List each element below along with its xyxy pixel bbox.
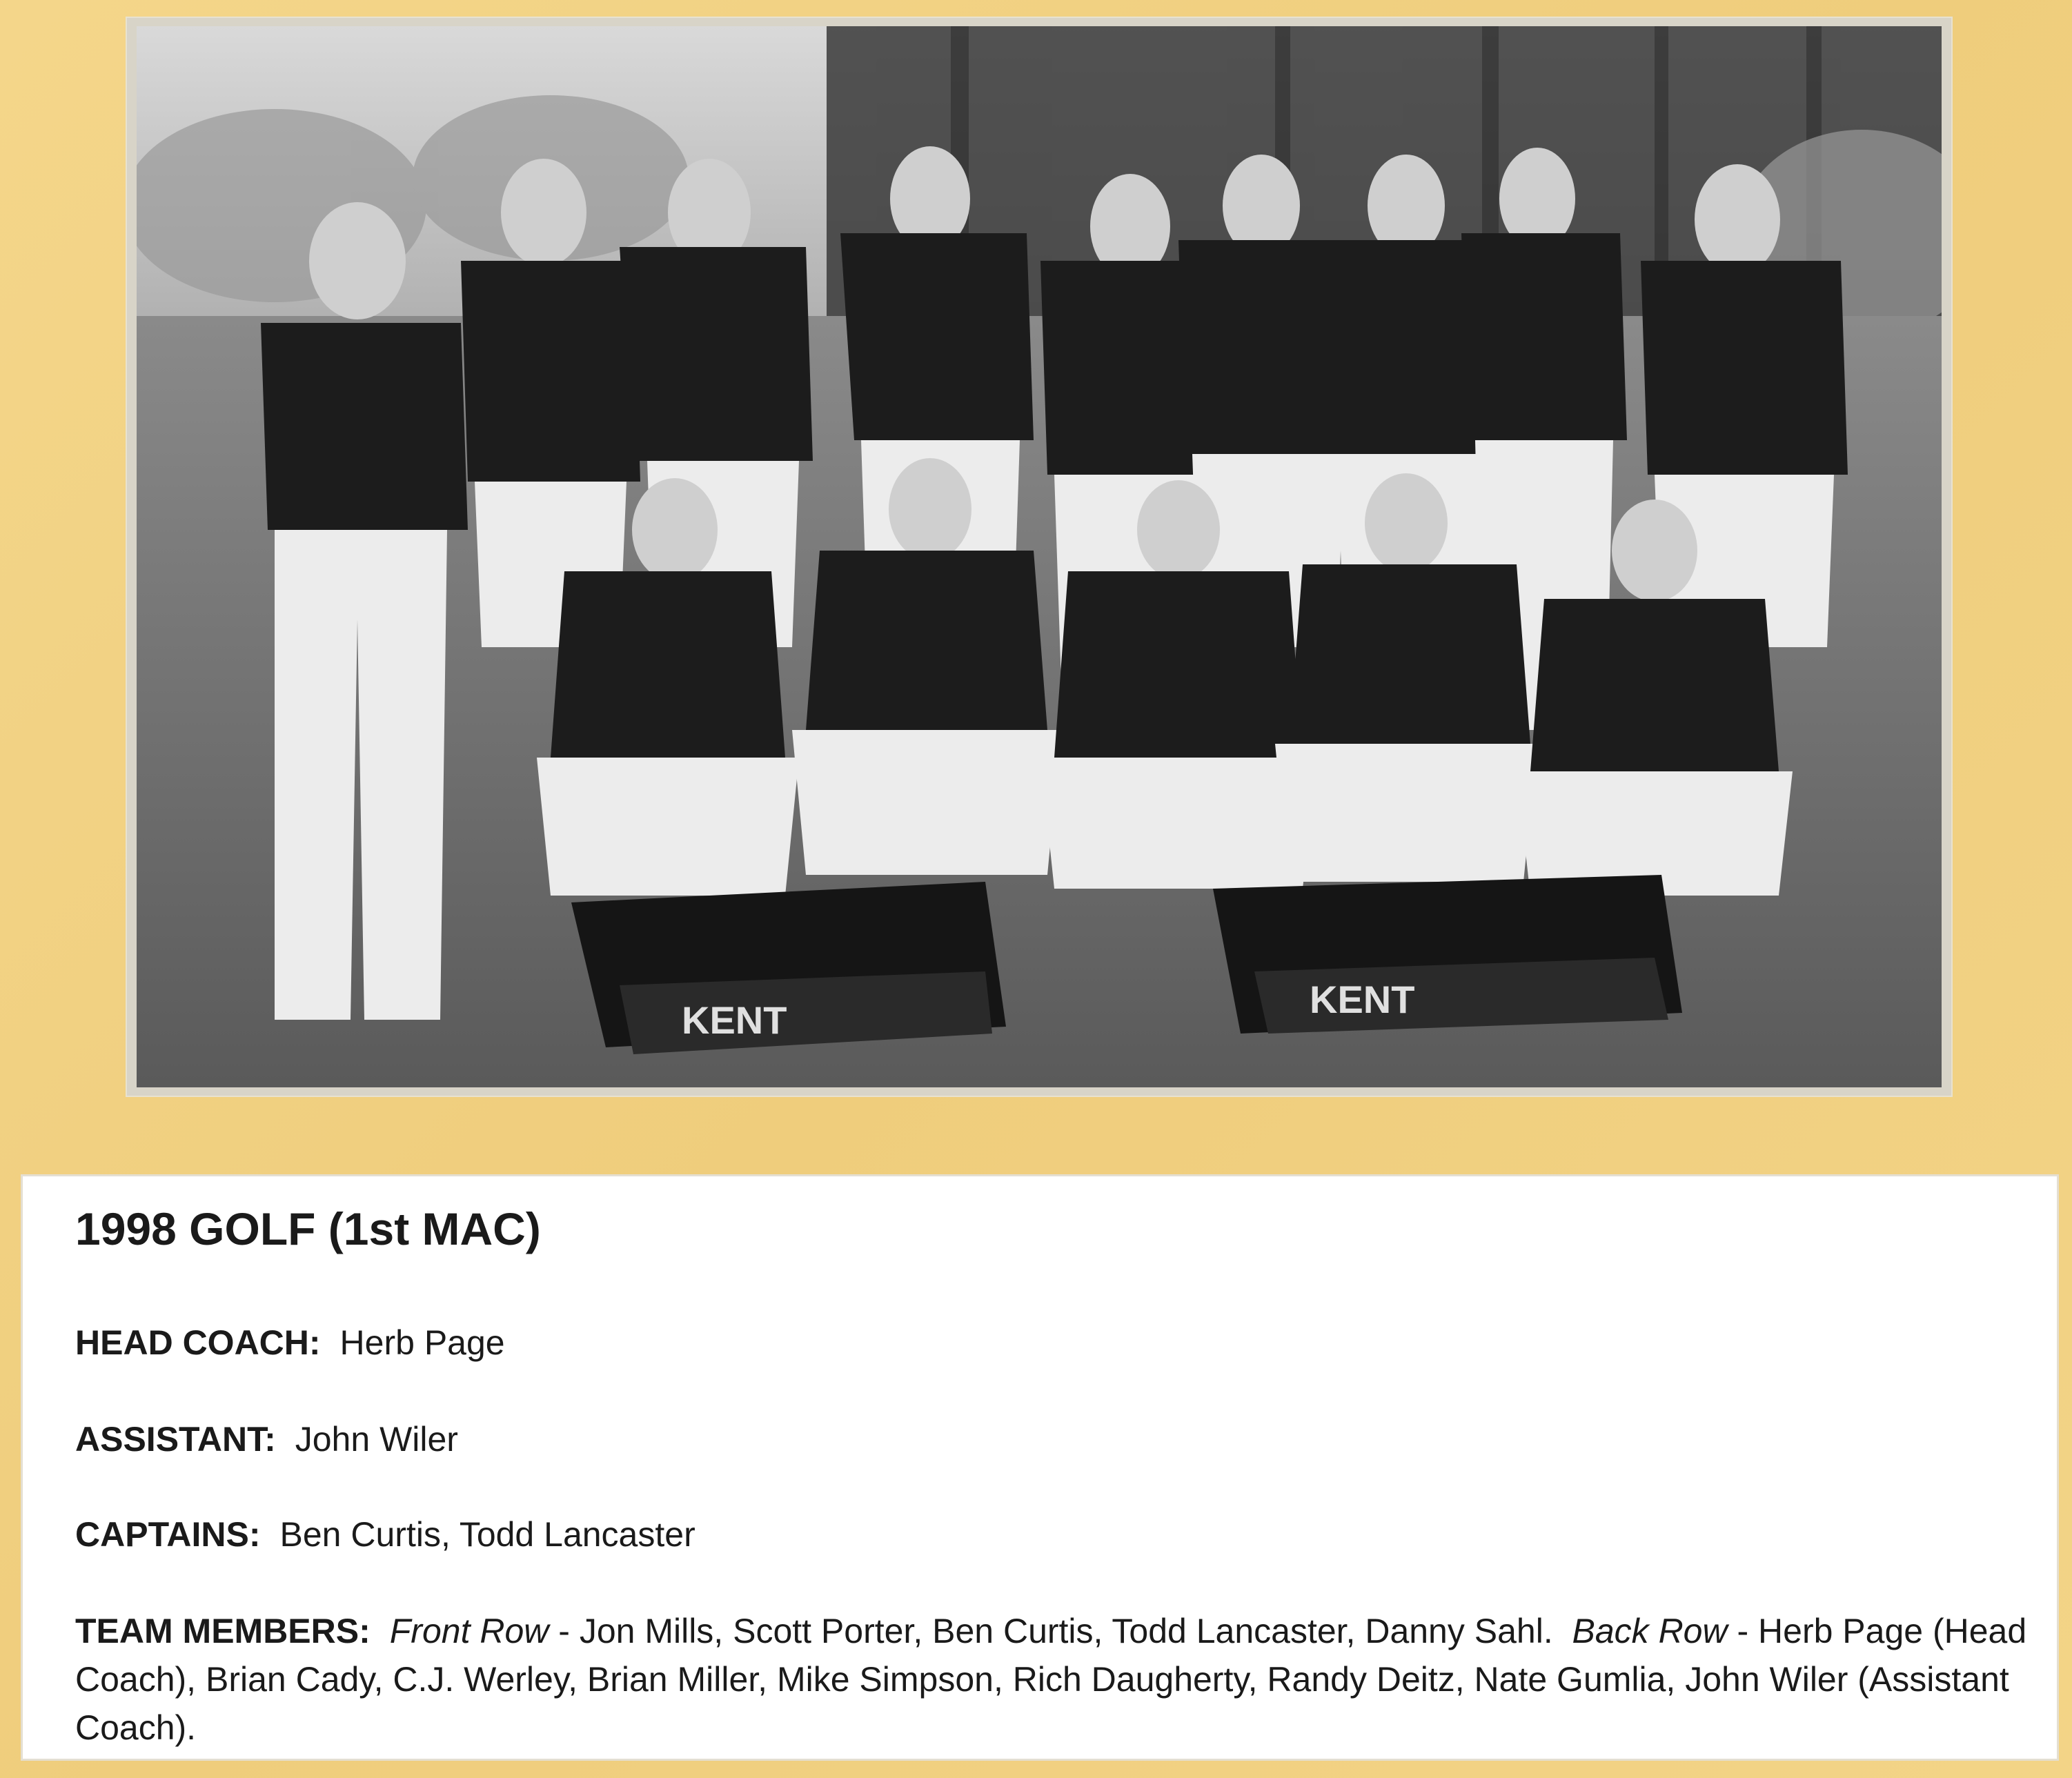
assistant-label: ASSISTANT: bbox=[75, 1420, 276, 1459]
front-row-label: Front Row bbox=[389, 1612, 549, 1650]
front-row-names: Jon Mills, Scott Porter, Ben Curtis, Todd Lancaster, Danny Sahl. bbox=[579, 1612, 1553, 1650]
caption-title: 1998 GOLF (1st MAC) bbox=[75, 1203, 541, 1254]
front-row-separator: - bbox=[549, 1612, 580, 1650]
photo-frame bbox=[126, 17, 1953, 1097]
bag-logo-left: KENT bbox=[682, 998, 787, 1042]
captains-value: Ben Curtis, Todd Lancaster bbox=[279, 1515, 695, 1554]
head-coach-label: HEAD COACH: bbox=[75, 1323, 321, 1362]
team-photo-illustration bbox=[137, 26, 1942, 1087]
back-row-separator: - bbox=[1727, 1612, 1759, 1650]
team-members-paragraph bbox=[75, 1607, 2035, 1752]
team-photo bbox=[137, 26, 1942, 1087]
captains-line bbox=[75, 1514, 695, 1554]
back-row-names: Herb Page (Head Coach), Brian Cady, C.J. Werley, Brian Miller, Mike Simpson, Rich Daugherty, Randy Deitz, Nate Gumlia, John Wiler (Assistant Coach). bbox=[75, 1612, 2027, 1747]
head-coach-value: Herb Page bbox=[339, 1323, 505, 1362]
team-members-label: TEAM MEMBERS: bbox=[75, 1612, 371, 1650]
head-coach-line bbox=[75, 1323, 505, 1363]
assistant-line bbox=[75, 1419, 458, 1459]
assistant-value: John Wiler bbox=[295, 1420, 458, 1459]
caption-card bbox=[21, 1174, 2059, 1761]
back-row-label: Back Row bbox=[1572, 1612, 1728, 1650]
bag-logo-right: KENT bbox=[1310, 978, 1415, 1021]
captains-label: CAPTAINS: bbox=[75, 1515, 261, 1554]
